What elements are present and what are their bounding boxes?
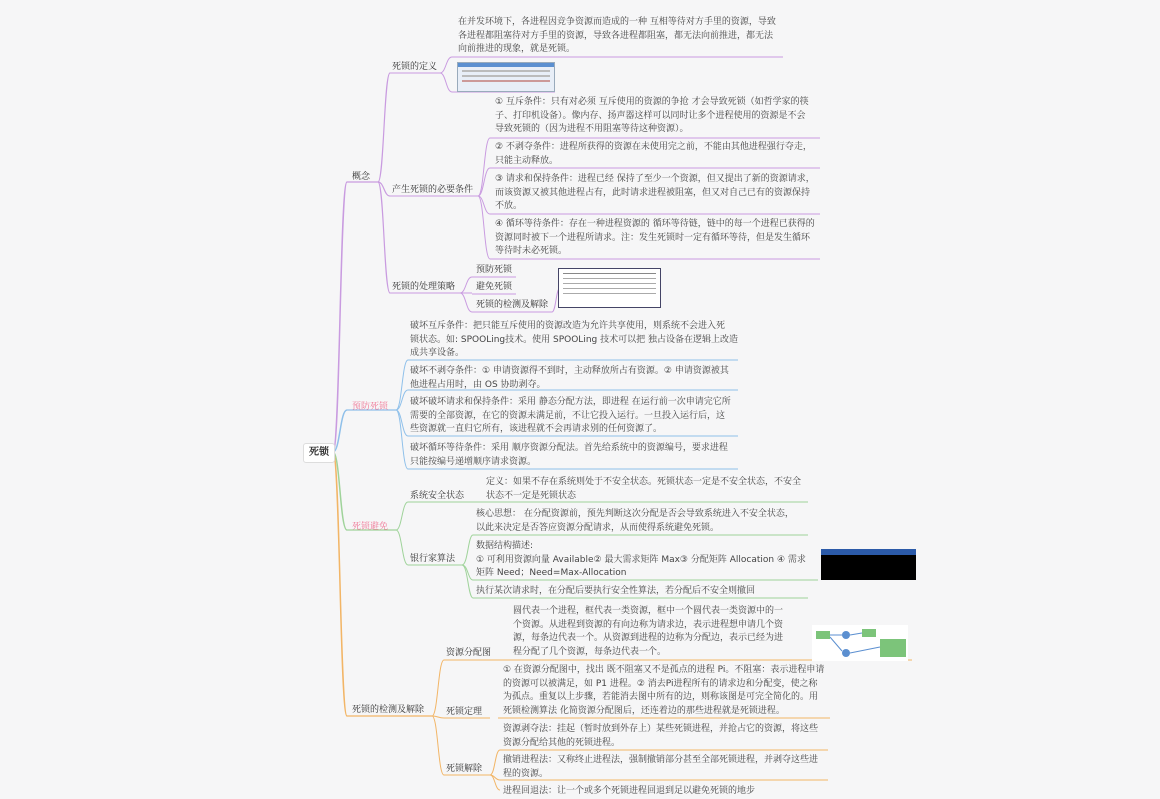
- release-preemption: 资源剥夺法：挂起（暂时放到外存上）某些死锁进程，并抢占它的资源，将这些 资源分配给其他的死锁进程。: [503, 724, 819, 748]
- strategy-prevent[interactable]: 预防死锁: [476, 265, 513, 275]
- branch-prevent[interactable]: 预防死锁: [352, 402, 389, 412]
- allocation-graph-thumbnail[interactable]: [812, 625, 908, 661]
- banker-core: 核心思想： 在分配资源前，预先判断这次分配是否会导致系统进入不安全状态， 以此来决定是否答应资源分配请求，从而使得系统避免死锁。: [476, 509, 794, 533]
- prevent-circular-wait: 破坏循环等待条件：采用 顺序资源分配法。首先给系统中的资源编号，要求进程 只能按编号递增顺序请求资源。: [410, 443, 728, 467]
- node-definition[interactable]: 死锁的定义: [392, 62, 438, 72]
- branch-detect[interactable]: 死锁的检测及解除: [352, 705, 425, 715]
- root-node[interactable]: 死锁: [303, 443, 335, 463]
- branch-concept[interactable]: 概念: [352, 172, 371, 182]
- definition-image-thumbnail[interactable]: [457, 62, 555, 92]
- allocation-graph-text: 圆代表一个进程，框代表一类资源，框中一个圆代表一类资源中的一 个资源。从进程到资源的有向边称为请求边，表示进程想申请几个资 源，每条边代表一个。从资源到进程的边称为分配边，表示已经为进 程分配了几个资源，每条边代表一个。: [513, 606, 784, 657]
- node-conditions[interactable]: 产生死锁的必要条件: [392, 185, 474, 195]
- node-safe-state[interactable]: 系统安全状态: [410, 491, 465, 501]
- node-strategy[interactable]: 死锁的处理策略: [392, 282, 456, 292]
- prevent-hold-and-wait: 破坏破坏请求和保持条件：采用 静态分配方法，即进程 在运行前一次申请完它所 需要的全部资源，在它的资源未满足前，不让它投入运行。一旦投入运行后，这 些资源就一直归它所有，该进程就不会再请求别的任何资源了。: [410, 397, 731, 435]
- node-deadlock-release[interactable]: 死锁解除: [446, 764, 483, 774]
- prevent-mutual-exclusion: 破坏互斥条件：把只能互斥使用的资源改造为允许共享使用，则系统不会进入死 锁状态。如: SPOOLing技术。使用 SPOOLing 技术可以把 独占设备在逻辑上改造 成共享设备。: [410, 321, 738, 359]
- banker-exec: 执行某次请求时，在分配后要执行安全性算法，若分配后不安全则撤回: [476, 586, 756, 596]
- node-banker[interactable]: 银行家算法: [410, 554, 456, 564]
- node-allocation-graph[interactable]: 资源分配图: [446, 648, 492, 658]
- prevent-no-preemption: 破坏不剥夺条件：① 申请资源得不到时，主动释放所占有资源。② 申请资源被其 他进程占用时，由 OS 协助剥夺。: [410, 366, 729, 390]
- node-deadlock-theorem[interactable]: 死锁定理: [446, 707, 483, 717]
- strategy-detect[interactable]: 死锁的检测及解除: [476, 300, 549, 310]
- release-rollback: 进程回退法：让一个或多个死锁进程回退到足以避免死锁的地步: [503, 786, 756, 796]
- branch-avoid[interactable]: 死锁避免: [352, 522, 389, 532]
- safe-state-text: 定义：如果不存在系统则处于不安全状态。死锁状态一定是不安全状态，不安全 状态不一定是死锁状态: [486, 477, 802, 501]
- condition-hold-and-wait: ③ 请求和保持条件：进程已经 保持了至少一个资源，但又提出了新的资源请求， 而该资源又被其他进程占有，此时请求进程被阻塞，但又对自己已有的资源保持 不放。: [495, 174, 815, 212]
- condition-no-preemption: ② 不剥夺条件：进程所获得的资源在未使用完之前，不能由其他进程强行夺走， 只能主动释放。: [495, 142, 812, 166]
- strategy-avoid[interactable]: 避免死锁: [476, 282, 513, 292]
- condition-mutual-exclusion: ① 互斥条件：只有对必须 互斥使用的资源的争抢 才会导致死锁（如哲学家的筷 子、打印机设备）。像内存、扬声器这样可以同时让多个进程使用的资源是不会 导致死锁的（因为进程不用阻塞等待这种资源）。: [495, 97, 809, 135]
- definition-text: 在并发环境下，各进程因竞争资源而造成的一种 互相等待对方手里的资源，导致 各进程都阻塞待对方手里的资源，导致各进程都阻塞，都无法向前推进，都无法 向前推进的现象，就是死锁。: [458, 17, 776, 55]
- deadlock-theorem-text: ① 在资源分配图中，找出 既不阻塞又不是孤点的进程 Pi。不阻塞：表示进程申请 的资源可以被满足，如 P1 进程。② 消去Pi进程所有的请求边和分配变，使之称 为孤点。重复以上步骤，若能消去图中所有的边，则称该图是可完全简化的。用 死锁检测算法 化简资源分配图后，还连着边的那些进程就是死锁进程。: [503, 665, 825, 716]
- strategy-table-thumbnail[interactable]: [558, 268, 661, 308]
- release-kill: 撤销进程法：又称终止进程法，强制撤销部分甚至全部死锁进程，并剥夺这些进 程的资源。: [503, 755, 819, 779]
- condition-circular-wait: ④ 循环等待条件：存在一种进程资源的 循环等待链，链中的每一个进程已获得的 资源同时被下一个进程所请求。注：发生死锁时一定有循环等待，但是发生循环 等待时未必死锁。: [495, 219, 815, 257]
- banker-struct: 数据结构描述: ① 可利用资源向量 Available② 最大需求矩阵 Max③ 分配矩阵 Allocation ④ 需求 矩阵 Need；Need=Max-Allocation: [476, 541, 806, 579]
- banker-table-thumbnail[interactable]: [821, 549, 916, 580]
